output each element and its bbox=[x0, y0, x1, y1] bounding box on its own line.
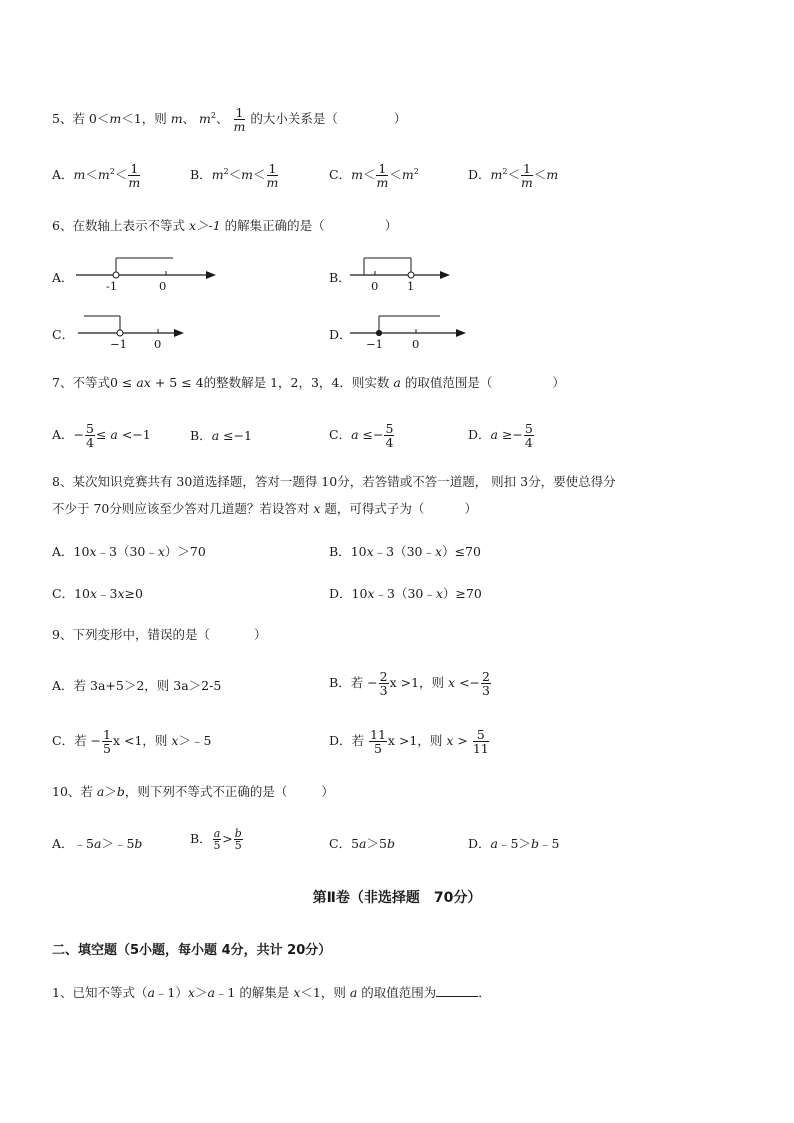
tick-label: −1 bbox=[366, 337, 383, 351]
tick-label: 0 bbox=[159, 279, 167, 293]
tick-label: 0 bbox=[412, 337, 420, 351]
section-title: 第Ⅱ卷（非选择题 70分） bbox=[312, 890, 482, 906]
question-10-stem: 10、若 a＞b，则下列不等式不正确的是（ ） bbox=[52, 784, 334, 799]
q6-option-b-number-line[interactable] bbox=[350, 256, 455, 296]
question-8-line-1: 8、某次知识竞赛共有 30道选择题，答对一题得 10分，若答错或不答一道题， 则扣 3分，要使总得分 bbox=[52, 474, 616, 489]
fraction-1-over-m: $\frac{1}{m}$ bbox=[233, 105, 246, 134]
q7-option-a[interactable]: A．− $\frac{5}{4}$ ≤ a <−1 bbox=[52, 421, 151, 450]
q5-option-d[interactable]: D．$m^2<$ $\frac{1}{m}$ ＜m bbox=[468, 161, 559, 190]
q6-option-d-number-line[interactable] bbox=[350, 314, 472, 354]
q6-option-c-label: C． bbox=[52, 327, 75, 342]
q6-option-d-label: D． bbox=[329, 327, 352, 342]
q6-option-a-label: A． bbox=[52, 270, 74, 285]
q7-option-b[interactable]: B．a ≤−1 bbox=[190, 428, 253, 443]
fill-question-1: 1、已知不等式（a﹣1）x＞a﹣1 的解集是 x＜1，则 a 的取值范围为 ． bbox=[52, 985, 491, 1000]
tick-label: -1 bbox=[106, 279, 118, 293]
part2-heading: 二、填空题（5小题，每小题 4分，共计 20分） bbox=[52, 943, 332, 958]
question-5-stem: 5、若 0＜m＜1，则 m、 $m^2$、 $\frac{1}{m}$ 的大小关系是（ ） bbox=[52, 105, 407, 134]
q6-option-c-number-line[interactable] bbox=[78, 314, 190, 354]
q10-option-c[interactable]: C．5a＞5b bbox=[329, 836, 395, 851]
q10-option-a[interactable]: A．﹣5a＞﹣5b bbox=[52, 836, 143, 851]
question-8-line-2: 不少于 70分则应该至少答对几道题？若设答对 x 题，可得式子为（ ） bbox=[52, 501, 477, 516]
q5-option-a[interactable]: A．$m<m^2<$ $\frac{1}{m}$ bbox=[52, 161, 141, 190]
q9-option-a[interactable]: A．若 3a+5＞2，则 3a＞2-5 bbox=[52, 678, 222, 693]
tick-label: −1 bbox=[110, 337, 127, 351]
q7-option-c[interactable]: C．a ≤− $\frac{5}{4}$ bbox=[329, 421, 394, 450]
q5-option-b[interactable]: B．$m^2<m<$ $\frac{1}{m}$ bbox=[190, 161, 279, 190]
answer-blank[interactable] bbox=[436, 985, 478, 997]
q10-option-d[interactable]: D．a﹣5＞b﹣5 bbox=[468, 836, 560, 851]
q9-option-c[interactable]: C．若 − $\frac{1}{5}$ x <1，则 x＞﹣5 bbox=[52, 727, 212, 756]
tick-label: 1 bbox=[407, 279, 415, 293]
q8-option-c[interactable]: C．10x﹣3x≥0 bbox=[52, 586, 143, 601]
tick-label: 0 bbox=[371, 279, 379, 293]
q7-option-d[interactable]: D．a ≥− $\frac{5}{4}$ bbox=[468, 421, 533, 450]
q8-option-d[interactable]: D．10x﹣3（30﹣x）≥70 bbox=[329, 586, 482, 601]
q8-option-b[interactable]: B．10x﹣3（30﹣x）≤70 bbox=[329, 544, 481, 559]
question-9-stem: 9、下列变形中，错误的是（ ） bbox=[52, 627, 267, 642]
q6-option-a-number-line[interactable] bbox=[76, 256, 221, 296]
q8-option-a[interactable]: A．10x﹣3（30﹣x）＞70 bbox=[52, 544, 206, 559]
question-6-stem: 6、在数轴上表示不等式 x＞-1 的解集正确的是（ ） bbox=[52, 218, 398, 233]
tick-label: 0 bbox=[154, 337, 162, 351]
q10-option-b[interactable]: B． $\frac{a}{5}$ > $\frac{b}{5}$ bbox=[190, 827, 242, 852]
q9-option-d[interactable]: D．若 $\frac{11}{5}$ x >1，则 x > $\frac{5}{11}$ bbox=[329, 727, 489, 756]
q6-option-b-label: B． bbox=[329, 270, 351, 285]
question-7-stem: 7、不等式0 ≤ ax + 5 ≤ 4的整数解是 1，2，3，4．则实数 a 的取值范围是（ ） bbox=[52, 375, 565, 390]
q9-option-b[interactable]: B．若 − $\frac{2}{3}$ x >1，则 x <− $\frac{2}{3}$ bbox=[329, 669, 490, 698]
q5-option-c[interactable]: C．m＜ $\frac{1}{m}$ $<m^2$ bbox=[329, 161, 419, 190]
